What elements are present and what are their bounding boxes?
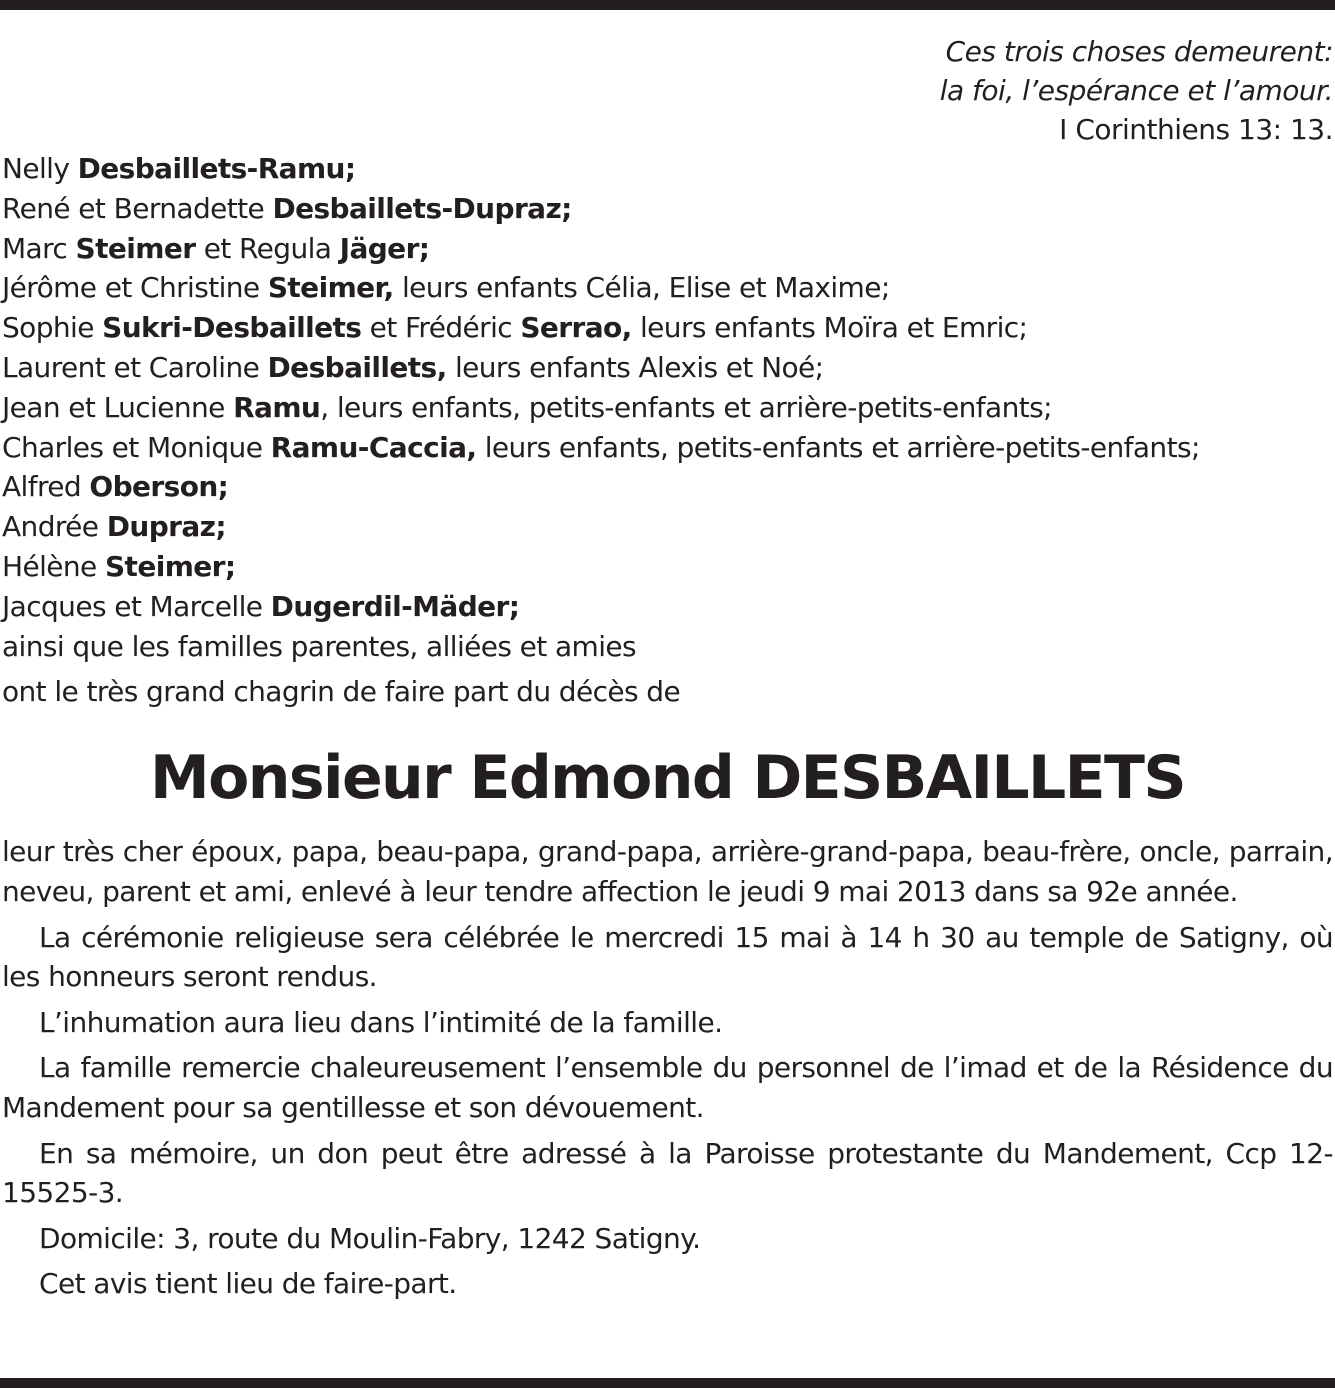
family-line: Nelly Desbaillets-Ramu;	[2, 152, 356, 185]
family-line: Sophie Sukri-Desbaillets et Frédéric Serrao, leurs enfants Moïra et Emric;	[2, 311, 1028, 345]
family-line: Laurent et Caroline Desbaillets, leurs enfants Alexis et Noé;	[2, 350, 824, 384]
top-rule	[0, 0, 1335, 10]
epigraph	[2, 32, 1333, 149]
epigraph-line-2: la foi, l’espérance et l’amour.	[939, 74, 1333, 107]
family-line: ainsi que les familles parentes, alliées et amies	[2, 629, 637, 663]
family-line: Marc Steimer et Regula Jäger;	[2, 231, 430, 265]
paragraph-thanks: La famille remercie chaleureusement l’ensemble du personnel de l’imad et de la Résidence du Mandement pour sa gentillesse et son dévouement.	[2, 1051, 1333, 1124]
paragraph-relationship: leur très cher époux, papa, beau-papa, grand-papa, arrière-grand-papa, beau-frère, oncle, parrain, neveu, parent et ami, enlevé à leur tendre affection le jeudi 9 mai 2013 dans sa 92e année.	[2, 835, 1333, 908]
family-line: Alfred Oberson;	[2, 470, 229, 504]
deceased-name: Monsieur Edmond DESBAILLETS	[150, 743, 1185, 814]
paragraph-donation: En sa mémoire, un don peut être adressé à la Paroisse protestante du Mandement, Ccp 12-15525-3.	[2, 1136, 1333, 1210]
family-line: Jean et Lucienne Ramu, leurs enfants, petits-enfants et arrière-petits-enfants;	[2, 390, 1052, 424]
paragraph-closing: Cet avis tient lieu de faire-part.	[39, 1267, 457, 1301]
family-line: René et Bernadette Desbaillets-Dupraz;	[2, 191, 572, 225]
epigraph-reference: I Corinthiens 13: 13.	[1059, 113, 1333, 146]
family-list	[2, 149, 1333, 666]
family-line: Hélène Steimer;	[2, 549, 236, 583]
paragraph-burial: L’inhumation aura lieu dans l’intimité de la famille.	[39, 1005, 723, 1039]
epigraph-line-1: Ces trois choses demeurent:	[945, 35, 1333, 68]
family-line: Jacques et Marcelle Dugerdil-Mäder;	[2, 589, 520, 623]
obituary-notice	[2, 32, 1333, 1310]
bottom-rule	[0, 1378, 1335, 1388]
family-line: Charles et Monique Ramu-Caccia, leurs enfants, petits-enfants et arrière-petits-enfants;	[2, 430, 1200, 464]
announcement: ont le très grand chagrin de faire part du décès de	[2, 675, 681, 709]
family-line: Jérôme et Christine Steimer, leurs enfants Célia, Elise et Maxime;	[2, 271, 890, 305]
notice-body	[2, 832, 1333, 1304]
paragraph-address: Domicile: 3, route du Moulin-Fabry, 1242 Satigny.	[39, 1221, 701, 1255]
paragraph-ceremony: La cérémonie religieuse sera célébrée le mercredi 15 mai à 14 h 30 au temple de Satigny, où les honneurs seront rendus.	[2, 920, 1333, 994]
family-line: Andrée Dupraz;	[2, 510, 226, 544]
